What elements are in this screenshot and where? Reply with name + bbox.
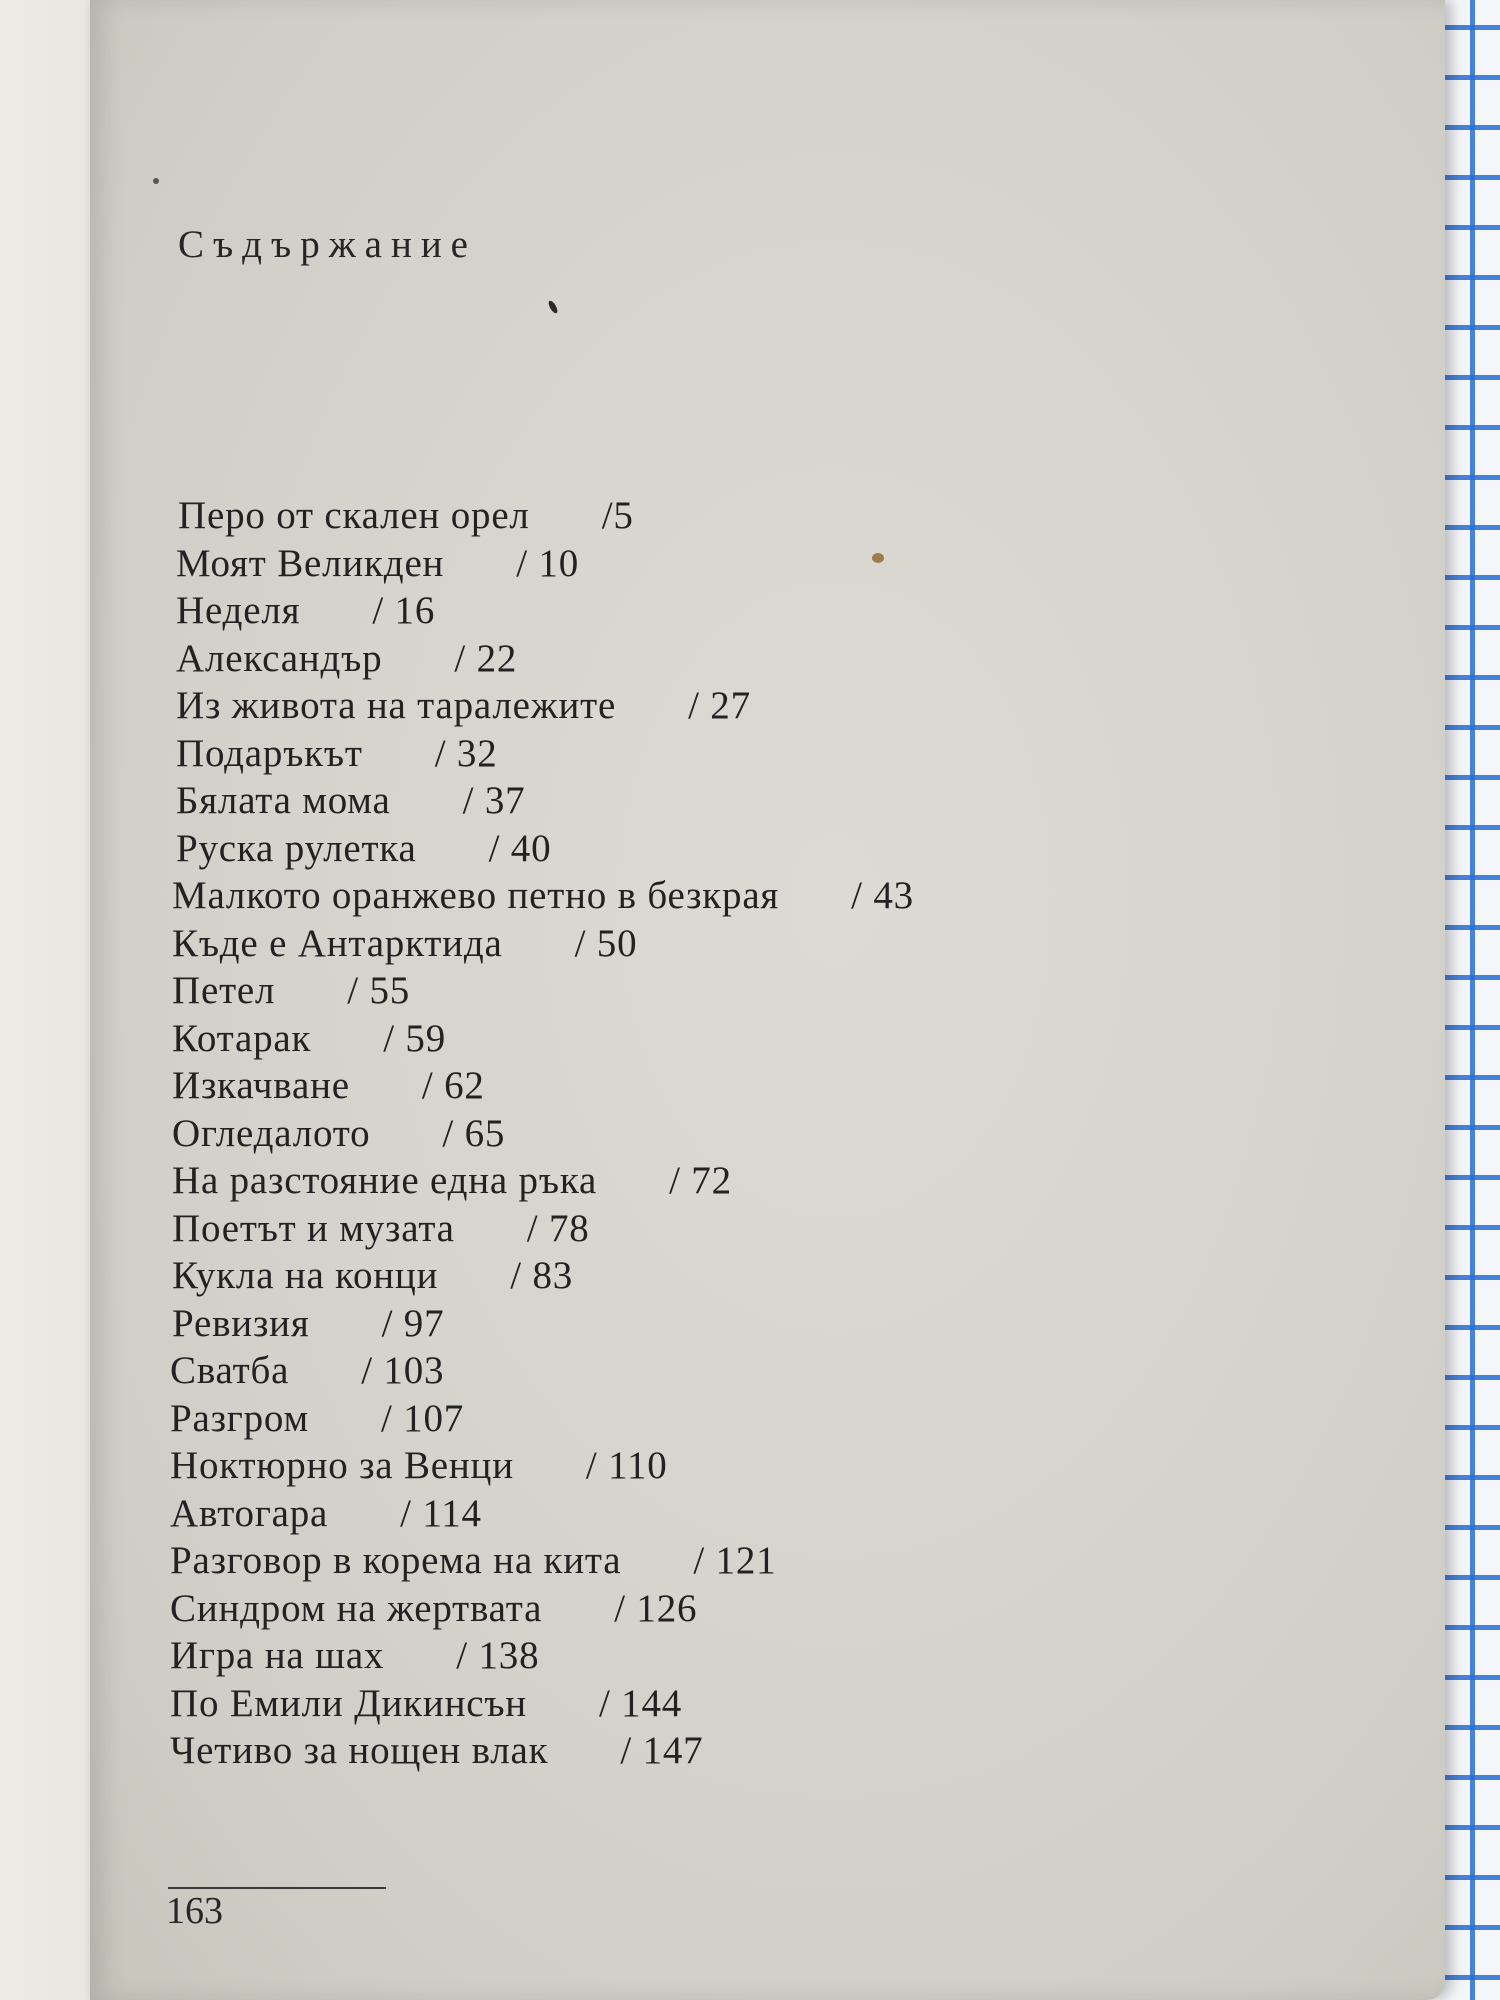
toc-entry bbox=[172, 920, 914, 968]
toc-entry-page: / 72 bbox=[669, 1159, 732, 1202]
toc-entry bbox=[172, 1300, 914, 1348]
toc-entry-title: Ревизия bbox=[172, 1301, 310, 1345]
toc-entry-page: / 83 bbox=[510, 1254, 574, 1297]
toc-entry-title: Автогара bbox=[170, 1491, 329, 1535]
toc-entry-title: Перо от скален орел bbox=[178, 494, 530, 537]
toc-entry-title: Разгром bbox=[170, 1396, 309, 1440]
toc-entry-page: / 138 bbox=[456, 1634, 540, 1677]
toc-entry bbox=[176, 635, 914, 683]
toc-entry-title: Неделя bbox=[176, 589, 301, 632]
toc-entry-title: Петел bbox=[172, 969, 276, 1012]
toc-entry-page: / 10 bbox=[516, 541, 580, 585]
toc-entry-page: / 65 bbox=[442, 1111, 506, 1155]
toc-entry-page: / 62 bbox=[421, 1064, 485, 1107]
toc-entry-title: Поетът и музата bbox=[172, 1206, 455, 1250]
toc-entry-title: Кукла на конци bbox=[172, 1254, 439, 1297]
toc-entry bbox=[176, 730, 914, 778]
contents-heading: Съдържание bbox=[178, 223, 477, 266]
toc-entry-page: / 121 bbox=[693, 1539, 777, 1582]
toc-entry bbox=[170, 1347, 914, 1395]
toc-entry-page: / 126 bbox=[614, 1586, 698, 1630]
page-number: 163 bbox=[166, 1890, 223, 1932]
toc-entry-page: / 78 bbox=[526, 1206, 590, 1250]
toc-entry bbox=[172, 1062, 914, 1110]
toc-entry-page: / 32 bbox=[434, 731, 498, 775]
toc-entry-page: / 55 bbox=[347, 969, 411, 1012]
toc-entry bbox=[176, 825, 914, 873]
toc-entry-title: На разстояние една ръка bbox=[172, 1159, 598, 1202]
toc-entry bbox=[172, 1205, 914, 1253]
toc-entry bbox=[178, 492, 914, 540]
toc-entry bbox=[170, 1585, 914, 1633]
toc-entry bbox=[172, 1015, 914, 1063]
toc-entry bbox=[176, 587, 914, 635]
toc-entry-page: / 107 bbox=[380, 1396, 465, 1440]
toc-entry-title: Малкото оранжево петно в безкрая bbox=[172, 874, 780, 917]
toc-entry-title: Игра на шах bbox=[170, 1634, 385, 1677]
toc-entry bbox=[170, 1537, 914, 1585]
toc-entry bbox=[172, 1252, 914, 1300]
toc-entry-title: По Емили Дикинсън bbox=[170, 1681, 527, 1725]
toc-entry-page: / 103 bbox=[361, 1349, 445, 1392]
toc-entry-title: Синдром на жертвата bbox=[170, 1586, 543, 1630]
toc-entry bbox=[170, 1632, 914, 1680]
toc-entry-page: /5 bbox=[601, 494, 634, 537]
toc-entry-page: / 43 bbox=[851, 874, 914, 917]
toc-entry-page: / 97 bbox=[381, 1301, 445, 1345]
toc-entry bbox=[172, 967, 914, 1015]
toc-entry-title: Из живота на таралежите bbox=[176, 684, 617, 727]
toc-entry-page: / 59 bbox=[383, 1016, 447, 1060]
toc-entry-title: Александър bbox=[176, 636, 383, 680]
toc-entry-page: / 147 bbox=[620, 1729, 704, 1772]
toc-entry-title: Подаръкът bbox=[176, 731, 363, 775]
toc-entry-page: / 50 bbox=[574, 921, 638, 965]
toc-entry-page: / 16 bbox=[372, 589, 436, 632]
toc-entry-title: Разговор в корема на кита bbox=[170, 1539, 622, 1582]
toc-entry-page: / 144 bbox=[598, 1681, 683, 1725]
toc-entry bbox=[170, 1442, 914, 1490]
toc-entry-title: Ноктюрно за Венци bbox=[170, 1444, 514, 1487]
toc-entry-title: Бялата мома bbox=[176, 779, 391, 822]
toc-entry-title: Сватба bbox=[170, 1349, 290, 1392]
table-of-contents bbox=[172, 492, 914, 1775]
toc-entry-title: Изкачване bbox=[172, 1064, 350, 1107]
stain-speck bbox=[872, 553, 884, 563]
toc-entry bbox=[176, 682, 914, 730]
toc-entry bbox=[170, 1680, 914, 1728]
toc-entry bbox=[170, 1490, 914, 1538]
toc-entry-title: Огледалото bbox=[172, 1111, 371, 1155]
toc-entry-page: / 22 bbox=[454, 636, 518, 680]
ink-speck bbox=[153, 178, 159, 184]
toc-entry-title: Четиво за нощен влак bbox=[170, 1729, 549, 1772]
toc-entry bbox=[172, 1110, 914, 1158]
toc-entry bbox=[170, 1395, 914, 1443]
toc-entry bbox=[170, 1727, 914, 1775]
toc-entry-page: / 27 bbox=[688, 684, 751, 727]
toc-entry bbox=[172, 872, 914, 920]
toc-entry-title: Котарак bbox=[172, 1016, 312, 1060]
toc-entry-title: Къде е Антарктида bbox=[172, 921, 503, 965]
toc-entry bbox=[176, 777, 914, 825]
toc-entry-title: Моят Великден bbox=[176, 541, 445, 585]
toc-entry-page: / 40 bbox=[488, 826, 552, 870]
toc-entry bbox=[172, 1157, 914, 1205]
toc-entry-title: Руска рулетка bbox=[176, 826, 417, 870]
toc-entry bbox=[176, 540, 914, 588]
toc-entry-page: / 37 bbox=[462, 779, 526, 822]
toc-entry-page: / 114 bbox=[400, 1491, 482, 1535]
toc-entry-page: / 110 bbox=[585, 1444, 668, 1487]
